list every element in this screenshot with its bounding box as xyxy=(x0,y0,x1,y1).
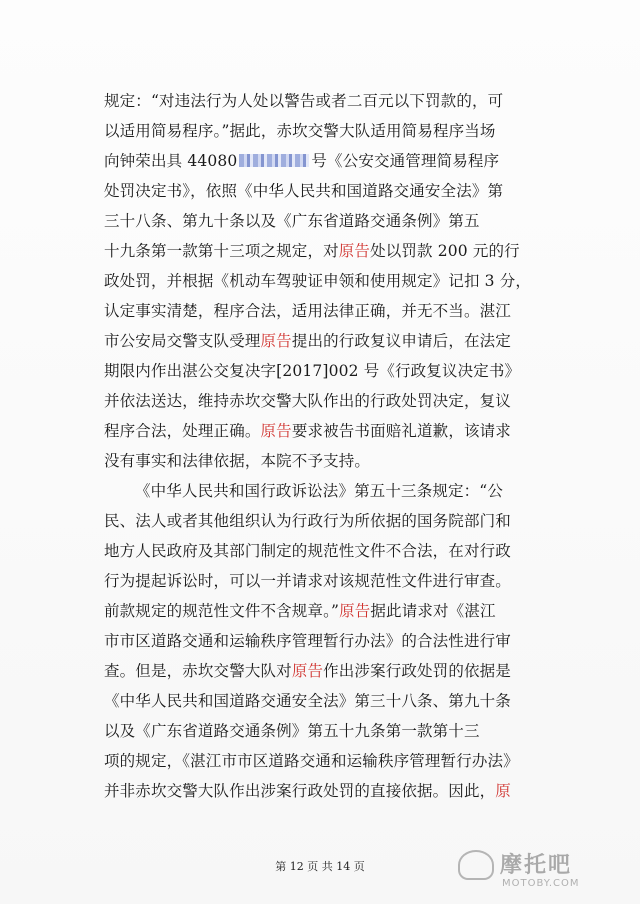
text-line xyxy=(104,206,559,236)
text-line xyxy=(104,86,559,116)
line-text: 行为提起诉讼时，可以一并请求对该规范性文件进行审查。 xyxy=(104,572,511,590)
line-text: 《中华人民共和国道路交通安全法》第三十八条、第九十条 xyxy=(104,692,511,710)
line-text: 前款规定的规范性文件不含规章。” xyxy=(104,602,340,620)
highlighted-term: 原告 xyxy=(260,422,292,440)
line-text: 规定：“对违法行为人处以警告或者二百元以下罚款的，可 xyxy=(104,92,504,110)
text-line xyxy=(104,146,559,176)
text-line xyxy=(104,746,559,776)
page-number: 第 12 页 共 14 页 xyxy=(275,860,365,873)
line-text: 程序合法，处理正确。 xyxy=(104,422,261,440)
line-text: 认定事实清楚，程序合法，适用法律正确，并无不当。湛江 xyxy=(104,302,511,320)
line-text: 市市区道路交通和运输秩序管理暂行办法》的合法性进行审 xyxy=(104,632,511,650)
text-line xyxy=(104,446,559,476)
highlighted-term: 原告 xyxy=(338,242,371,260)
line-text: 《中华人民共和国行政诉讼法》第五十三条规定：“公 xyxy=(135,482,504,500)
highlighted-term: 原告 xyxy=(339,602,371,620)
line-text: 三十八条、第九十条以及《广东省道路交通条例》第五 xyxy=(104,212,480,230)
line-text: 要求被告书面赔礼道歉，该请求 xyxy=(291,422,511,440)
line-text: 并依法送达，维持赤坎交警大队作出的行政处罚决定，复议 xyxy=(104,392,511,410)
text-line xyxy=(104,386,559,416)
text-line xyxy=(104,566,559,596)
text-line xyxy=(104,626,559,656)
line-text: 项的规定，《湛江市市区道路交通和运输秩序管理暂行办法》 xyxy=(104,752,519,770)
highlighted-term: 原 xyxy=(495,782,511,800)
line-text: 以及《广东省道路交通条例》第五十九条第一款第十三 xyxy=(104,722,480,740)
line-text: 以适用简易程序。”据此，赤坎交警大队适用简易程序当场 xyxy=(104,122,496,140)
line-text: 并非赤坎交警大队作出涉案行政处罚的直接依据。因此， xyxy=(104,782,496,800)
text-line xyxy=(104,506,559,536)
text-line xyxy=(104,236,559,266)
motorcycle-logo-icon xyxy=(458,850,494,880)
text-line xyxy=(104,266,559,296)
line-text: 向钟荣出具 44080 xyxy=(104,152,238,170)
redacted-number xyxy=(239,154,309,167)
highlighted-term: 原告 xyxy=(291,662,324,680)
line-text: 处以罚款 200 元的行 xyxy=(370,242,520,260)
line-text: 据此请求对《湛江 xyxy=(370,602,496,620)
document-body xyxy=(104,86,559,806)
text-line xyxy=(104,476,559,506)
line-text: 政处罚，并根据《机动车驾驶证申领和使用规定》记扣 3 分， xyxy=(104,272,532,290)
line-text: 民、法人或者其他组织认为行政行为所依据的国务院部门和 xyxy=(104,512,511,530)
text-line xyxy=(104,596,559,626)
line-text: 提出的行政复议申请后，在法定 xyxy=(291,332,511,350)
line-text: 市公安局交警支队受理 xyxy=(104,332,261,350)
text-line xyxy=(104,356,559,386)
line-text: 没有事实和法律依据，本院不予支持。 xyxy=(104,452,371,470)
line-text: 十九条第一款第十三项之规定，对 xyxy=(104,242,339,260)
line-text: 期限内作出湛公交复决字[2017]002 号《行政复议决定书》 xyxy=(104,362,521,380)
line-text: 号《公安交通管理简易程序 xyxy=(311,152,500,170)
text-line xyxy=(104,116,559,146)
watermark-domain: MOTOBY.COM xyxy=(502,878,580,889)
line-text: 地方人民政府及其部门制定的规范性文件不合法，在对行政 xyxy=(104,542,511,560)
watermark-title: 摩托吧 xyxy=(500,853,573,878)
text-line xyxy=(104,296,559,326)
text-line xyxy=(104,536,559,566)
text-line xyxy=(104,776,559,806)
highlighted-term: 原告 xyxy=(260,332,292,350)
site-watermark xyxy=(458,848,618,894)
line-text: 作出涉案行政处罚的依据是 xyxy=(323,662,511,680)
line-text: 处罚决定书》，依照《中华人民共和国道路交通安全法》第 xyxy=(104,182,504,200)
text-line xyxy=(104,686,559,716)
text-line xyxy=(104,416,559,446)
text-line xyxy=(104,716,559,746)
line-text: 查。但是，赤坎交警大队对 xyxy=(104,662,292,680)
text-line xyxy=(104,326,559,356)
text-line xyxy=(104,656,559,686)
text-line xyxy=(104,176,559,206)
